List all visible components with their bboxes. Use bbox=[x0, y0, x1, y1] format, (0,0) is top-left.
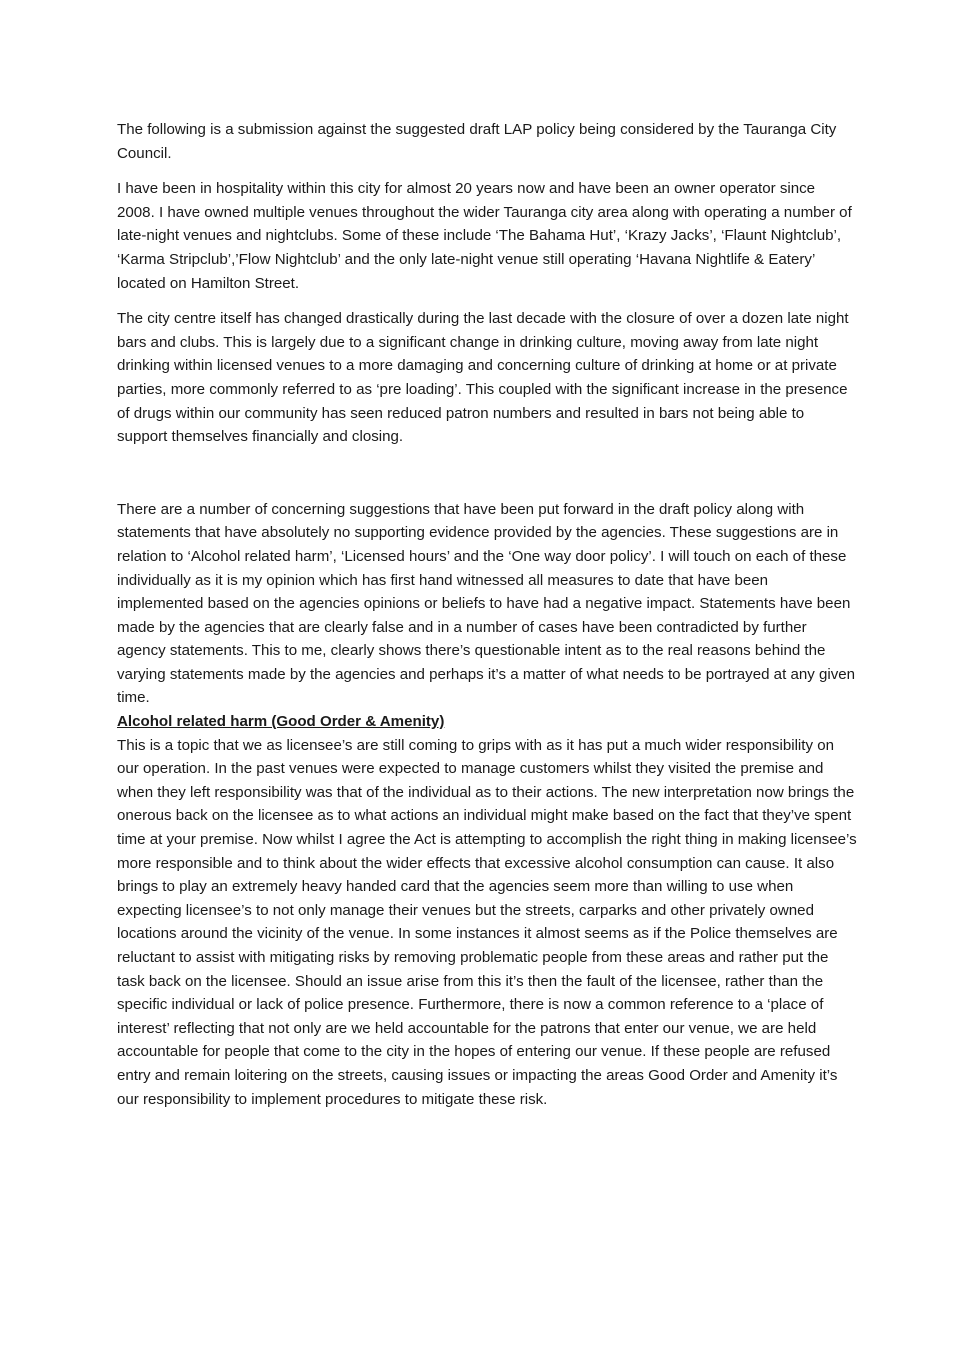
background-paragraph: I have been in hospitality within this city for almost 20 years now and have been an owner operator since 2008. I have owned multiple venues throughout the wider Tauranga city area along with operating a number of late-night venues and nightclubs. Some of these include ‘The Bahama Hut’, ‘Krazy Jacks’, ‘Flaunt Nightclub’, ‘Karma Stripclub’,’Flow Nightclub’ and the only late-night venue still operating ‘Havana Nightlife & Eatery’ located on Hamilton Street. bbox=[117, 180, 852, 292]
city-centre-paragraph: The city centre itself has changed drastically during the last decade with the closure of over a dozen late night bars and clubs. This is largely due to a significant change in drinking culture, moving away from late night drinking within licensed venues to a more damaging and concerning culture of drinking at home or at private parties, more commonly referred to as ‘pre loading’. This coupled with the significant increase in the presence of drugs within our community has seen reduced patron numbers and resulted in bars not being able to support themselves financially and closing. bbox=[117, 310, 849, 446]
intro-paragraph: The following is a submission against the suggested draft LAP policy being considered by the Tauranga City Council. bbox=[117, 121, 837, 162]
section-heading: Alcohol related harm (Good Order & Amenity) bbox=[117, 713, 445, 731]
document-body bbox=[117, 118, 857, 1111]
alcohol-harm-paragraph: This is a topic that we as licensee’s are still coming to grips with as it has put a much wider responsibility on our operation. In the past venues were expected to manage customers whilst they visited the premise and when they left responsibility was that of the individual as to their actions. The new interpretation now brings the onerous back on the licensee as to what actions an individual might make based on the fact that they’ve spent time at your premise. Now whilst I agree the Act is attempting to accomplish the right thing in making licensee’s more responsible and to think about the wider effects that excessive alcohol consumption can cause. It also brings to play an extremely heavy handed card that the agencies seem more than willing to use when expecting licensee’s to not only manage their venues but the streets, carparks and other privately owned locations around the vicinity of the venue. In some instances it almost seems as if the Police themselves are reluctant to assist with mitigating risks by removing problematic people from these areas and rather put the task back on the licensee. Should an issue arise from this it’s then the fault of the licensee, rather than the specific individual or lack of police presence. Furthermore, there is now a common reference to a ‘place of interest’ reflecting that not only are we held accountable for the patrons that enter our venue, we are held accountable for people that come to the city in the hopes of entering our venue. If these people are refused entry and remain loitering on the streets, causing issues or impacting the areas Good Order and Amenity it’s our responsibility to implement procedures to mitigate these risk. bbox=[117, 736, 857, 1108]
concerns-paragraph: There are a number of concerning suggestions that have been put forward in the draft policy along with statements that have absolutely no supporting evidence provided by the agencies. These suggestions are in relation to ‘Alcohol related harm’, ‘Licensed hours’ and the ‘One way door policy’. I will touch on each of these individually as it is my opinion which has first hand witnessed all measures to date that have been implemented based on the agencies opinions or beliefs to have had a negative impact. Statements have been made by the agencies that are clearly false and in a number of cases have been contradicted by further agency statements. This to me, clearly shows there’s questionable intent as to the real reasons behind the varying statements made by the agencies and perhaps it’s a matter of what needs to be portrayed at any given time. bbox=[117, 500, 856, 707]
